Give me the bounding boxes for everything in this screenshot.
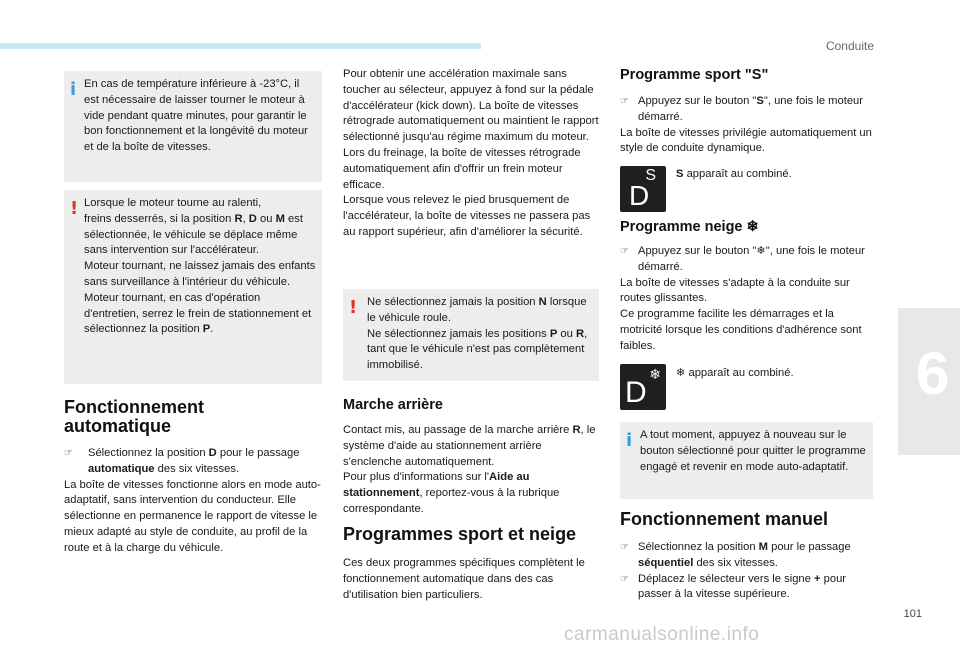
warning-box-neutral bbox=[343, 289, 599, 381]
sport-section: ☞ Appuyez sur le bouton "S", une fois le moteur démarré. La boîte de vitesses privilégie automatiquement un style de conduite dynamique. bbox=[620, 94, 876, 157]
sport-bullet: ☞ Appuyez sur le bouton "S", une fois le moteur démarré. bbox=[620, 95, 864, 123]
kickdown-section: Pour obtenir une accélération maximale sans toucher au sélecteur, appuyez à fond sur la pédale d'accélérateur (kick down). La boîte de vitesses rétrograde automatiquement ou maintient le rapport sélectionné jusqu'au régime maximum du moteur. Lors du freinage, la boîte de vitesses rétrograde automatiquement afin d'offrir un frein moteur efficace. Lorsque vous relevez le pied brusquement de l'accélérateur, la boîte de vitesses ne passera pas au rapport supérieur, afin d'améliorer la sécurité. bbox=[343, 68, 599, 238]
bullet-icon: ☞ bbox=[620, 542, 629, 553]
manual-bullet: ☞ Déplacez le sélecteur vers le signe + pour passer à la vitesse supérieure. bbox=[620, 572, 847, 601]
heading-reverse: Marche arrière bbox=[343, 397, 443, 413]
reverse-section: Contact mis, au passage de la marche arrière R, le système d'aide au stationnement arrière s'enclenche automatiquement. Pour plus d'informations sur l'Aide au stationnement, reportez-vous à la rubrique correspondante. bbox=[343, 424, 596, 515]
heading-sport: Programme sport "S" bbox=[620, 67, 769, 83]
warning-icon: ! bbox=[70, 198, 79, 219]
sport-mode-icon: S D bbox=[620, 166, 666, 212]
watermark: carmanualsonline.info bbox=[564, 624, 760, 645]
chapter-number: 6 bbox=[916, 340, 950, 407]
heading-manual: Fonctionnement manuel bbox=[620, 509, 829, 529]
sport-display-text: S apparaît au combiné. bbox=[676, 168, 792, 180]
programs-text: Ces deux programmes spécifiques complètent le fonctionnement automatique dans des cas d'utilisation bien particuliers. bbox=[343, 557, 585, 601]
warning-text: Lorsque le moteur tourne au ralenti, freins desserrés, si la position R, D ou M est sélectionnée, le véhicule se déplace même sans intervention sur l'accélérateur. Moteur tournant, ne laissez jamais des enfants sans surveillance à l'intérieur du véhicule. Moteur tournant, en cas d'opération d'entretien, serrez le frein de stationnement et sélectionnez la position P. bbox=[84, 197, 316, 336]
info-text: A tout moment, appuyez à nouveau sur le bouton sélectionné pour quitter le programme engagé et revenir en mode auto-adaptatif. bbox=[640, 429, 866, 473]
warning-icon: ! bbox=[349, 297, 358, 318]
snow-mode-icon: ❄ D bbox=[620, 364, 666, 410]
section-title: Conduite bbox=[825, 39, 874, 53]
page-number: 101 bbox=[903, 608, 922, 620]
snow-section: ☞ Appuyez sur le bouton "❄", une fois le moteur démarré. La boîte de vitesses s'adapte à la conduite sur routes glissantes. Ce programme facilite les démarrages et la motricité lorsque les conditions d'adhérence sont faibles. bbox=[620, 244, 876, 355]
auto-bullet: ☞ Sélectionnez la position D pour le passage automatique des six vitesses. bbox=[64, 447, 300, 475]
info-text: En cas de température inférieure à -23°C, il est nécessaire de laisser tourner le moteur à vide pendant quatre minutes, pour garantir le bon fonctionnement et la longévité du moteur et de la boîte de vitesses. bbox=[84, 78, 308, 154]
bullet-icon: ☞ bbox=[620, 573, 629, 585]
bullet-icon: ☞ bbox=[620, 96, 629, 107]
warning-box-idle bbox=[64, 190, 322, 384]
snow-display-text: ❄ apparaît au combiné. bbox=[676, 367, 794, 379]
heading-snow: Programme neige ❄ bbox=[620, 219, 759, 235]
bullet-icon: ☞ bbox=[620, 246, 629, 257]
info-icon: i bbox=[70, 79, 77, 100]
snow-bullet: ☞ Appuyez sur le bouton "❄", une fois le moteur démarré. bbox=[620, 245, 865, 273]
header-bar bbox=[0, 43, 481, 49]
heading-programs: Programmes sport et neige bbox=[343, 524, 577, 544]
auto-section bbox=[64, 446, 322, 557]
bullet-icon: ☞ bbox=[64, 448, 73, 459]
info-box-exit-program bbox=[620, 422, 873, 499]
chapter-tab bbox=[898, 308, 960, 455]
manual-section bbox=[620, 540, 876, 603]
warning-text: Ne sélectionnez jamais la position N lorsque le véhicule roule. Ne sélectionnez jamais les positions P ou R, tant que le véhicule n'est pas complètement immobilisé. bbox=[367, 296, 588, 372]
manual-bullet: ☞ Sélectionnez la position M pour le passage séquentiel des six vitesses. bbox=[620, 541, 851, 569]
info-box-temperature bbox=[64, 71, 322, 182]
auto-text: La boîte de vitesses fonctionne alors en mode auto-adaptatif, sans intervention du conducteur. Elle sélectionne en permanence le rapport de vitesse le mieux adapté au style de conduite, au profil de la route et à la charge du véhicule. bbox=[64, 478, 321, 554]
heading-auto: Fonctionnement automatique bbox=[64, 397, 204, 436]
info-icon: i bbox=[626, 430, 633, 451]
